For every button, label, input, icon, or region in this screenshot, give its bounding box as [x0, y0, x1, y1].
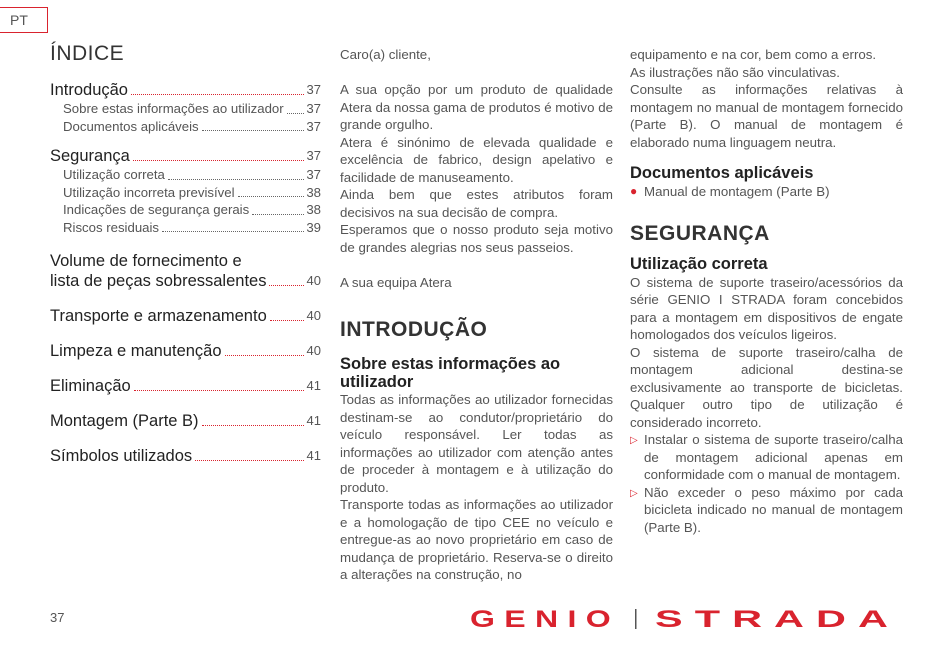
intro-paragraph: Transporte todas as informações ao utilizador e a homologação de tipo CEE no veículo e entregue-as ao novo proprietário em caso de mudança de proprietário. Reserva-se o direito a alterações na construção, no: [340, 497, 613, 582]
column-right: [630, 46, 903, 536]
toc-entry-introduction[interactable]: Introdução 37: [50, 81, 321, 99]
toc-subentry[interactable]: Utilização incorreta previsível 38: [63, 184, 321, 200]
logo-text-strada: STRADA: [655, 606, 900, 632]
bullet-icon: ●: [630, 183, 638, 198]
toc-entry-supply[interactable]: Volume de fornecimento e lista de peças sobressalentes 40: [50, 252, 321, 290]
column-middle: [340, 46, 613, 584]
letter-paragraph: A sua opção por um produto de qualidade Atera da nossa gama de produtos é motivo de grande orgulho.: [340, 82, 613, 132]
intro-paragraph: As ilustrações não são vinculativas.: [630, 64, 840, 80]
toc-title: ÍNDICE: [50, 42, 125, 65]
toc-entry-symbols[interactable]: Símbolos utilizados 41: [50, 447, 321, 465]
subsection-title-correct-use: Utilização correta: [630, 255, 768, 273]
subsection-title: Sobre estas informações ao utilizador: [340, 355, 561, 391]
instruction-step: ▷ Não exceder o peso máximo por cada bicicleta indicado no manual de montagem (Parte B).: [630, 484, 903, 535]
intro-paragraph: Consulte as informações relativas à montagem no manual de montagem fornecido (Parte B). O manual de montagem é elaborado numa linguagem neutra.: [630, 82, 903, 150]
logo-text-genio: GENIO: [470, 606, 620, 632]
toc-entry-safety[interactable]: Segurança 37: [50, 147, 321, 165]
section-title-introduction: INTRODUÇÃO: [340, 318, 488, 341]
toc-entry-assembly[interactable]: Montagem (Parte B) 41: [50, 412, 321, 430]
genio-strada-logo: [470, 606, 905, 632]
language-tab: PT: [0, 7, 48, 33]
instruction-step: ▷ Instalar o sistema de suporte traseiro/calha de montagem adicional apenas em conformidade com o manual de montagem.: [630, 432, 903, 482]
intro-paragraph-continued: equipamento e na cor, bem como a erros.: [630, 47, 877, 62]
subsection-title-documents: Documentos aplicáveis: [630, 164, 814, 182]
toc-subentry[interactable]: Indicações de segurança gerais 38: [63, 202, 321, 217]
signoff: A sua equipa Atera: [340, 274, 452, 290]
safety-paragraph: O sistema de suporte traseiro/calha de montagem adicional destina-se exclusivamente ao transporte de bicicletas. Qualquer outro tipo de utilização é considerado incorreto.: [630, 344, 903, 430]
toc-entry-transport[interactable]: Transporte e armazenamento 40: [50, 307, 321, 325]
toc-subentry[interactable]: Sobre estas informações ao utilizador 37: [63, 101, 321, 116]
toc-subentry[interactable]: Documentos aplicáveis 37: [63, 118, 321, 134]
logo-divider: [635, 609, 637, 629]
triangle-right-icon: ▷: [630, 435, 638, 446]
table-of-contents: [50, 40, 321, 466]
intro-paragraph: Todas as informações ao utilizador fornecidas destinam-se ao condutor/proprietário do veículo responsável. Ler todas as informações ao utilizador com atenção antes de proceder à montagem e à utilização do produto.: [340, 392, 613, 495]
triangle-right-icon: ▷: [630, 487, 638, 499]
toc-entry-cleaning[interactable]: Limpeza e manutenção 40: [50, 342, 321, 360]
greeting: Caro(a) cliente,: [340, 47, 431, 62]
toc-subentry[interactable]: Riscos residuais 39: [63, 219, 321, 235]
section-title-safety: SEGURANÇA: [630, 222, 770, 245]
toc-entry-disposal[interactable]: Eliminação 41: [50, 377, 321, 395]
toc-subentry[interactable]: Utilização correta 37: [63, 167, 321, 182]
letter-paragraph: Ainda bem que estes atributos foram decisivos na sua decisão de compra.: [340, 187, 613, 220]
page-number: 37: [50, 610, 65, 625]
letter-paragraph: Esperamos que o nosso produto seja motivo de grandes alegrias nos seus passeios.: [340, 222, 613, 255]
list-item: ● Manual de montagem (Parte B): [630, 183, 830, 199]
letter-paragraph: Atera é sinónimo de elevada qualidade e excelência de fabrico, design apelativo e facilidade de manuseamento.: [340, 134, 613, 185]
brand-logo: [470, 606, 905, 637]
safety-paragraph: O sistema de suporte traseiro/acessórios da série GENIO I STRADA foram concebidos para a montagem em dispositivos de engate homologados dos veículos ligeiros.: [630, 274, 903, 342]
